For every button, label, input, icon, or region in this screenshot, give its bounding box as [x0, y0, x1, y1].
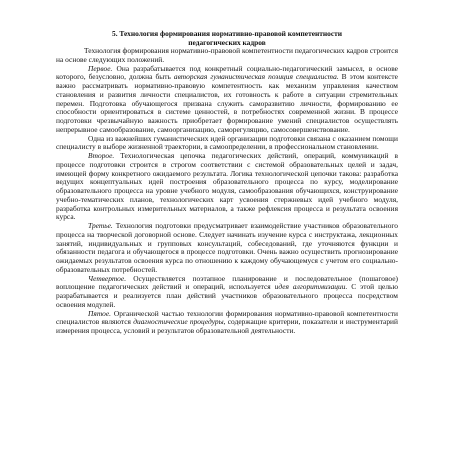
paragraph-humanistic-idea: Одна из важнейших гуманистических идей организации подготовки связана с оказанием помощи специалисту в выборе жизненной траектории, в самоопределении, в профессиональном становлении.	[56, 133, 398, 152]
document-title	[56, 30, 398, 47]
paragraph-text: содержащие критерии, показатели и инструментарий измерения процесса, условий и результатов образовательной деятельности.	[56, 317, 398, 336]
paragraph-text: В этом контексте важно рассматривать нормативно-правовую компетентность как механизм управления качеством становления и развития личности специалистов, их готовность к работе в ситуации стремительных перемен. Подготовка обучающегося призвана служить саморазвитию личности, формированию ее способности ориентироваться в системе ценностей, в потребностях современной жизни. В процессе подготовки чрезвычайную важность приобретает формирование умений специалистов осуществлять непрерывное самообразование, самоорганизацию, саморегуляцию, самосовершенствование.	[56, 72, 398, 134]
paragraph-fourth	[56, 275, 398, 310]
paragraph-text: С этой целью разрабатывается и реализуется план действий участников образовательного процесса посредством освоения модулей.	[56, 282, 398, 309]
paragraph-text: Органической частью технологии формирования нормативно-правовой компетентности специалистов являются	[56, 308, 398, 327]
paragraph-second	[56, 152, 398, 222]
paragraph-lead: Пятое.	[88, 308, 112, 318]
paragraph-lead: Четвертое.	[88, 273, 127, 283]
title-line-2: педагогических кадров	[188, 37, 266, 47]
intro-paragraph: Технология формирования нормативно-правовой компетентности педагогических кадров строится на основе следующих положений.	[56, 46, 398, 64]
paragraph-text: Осуществляется поэтапное планирование и последовательное (пошаговое) воплощение педагогических действий и операций, используется	[56, 273, 398, 292]
emphasis-text: идея алгоритмизации.	[274, 282, 348, 292]
emphasis-text: авторская гуманистическая позиция специалиста.	[173, 72, 339, 82]
paragraph-text: Технологическая цепочка педагогических действий, операций, коммуникаций в процессе подготовки строится в строгом соответствии с системой образовательных целей и задач, имеющей форму конкретного ожидаемого результата. Логика технологической цепочки такова: разработка ведущих концептуальных идей построения образовательного процесса по курсу, моделирование образовательного процесса на уровне учебного модуля, самообразования обучающихся, конструирование учебно-тематических планов, технологических карт усвоения стержневых идей учебного модуля, разработка контрольных измерительных материалов, а также рефлексия процесса и результата освоения курса.	[56, 151, 398, 222]
paragraph-fifth	[56, 310, 398, 336]
emphasis-text: диагностические процедуры,	[133, 317, 226, 327]
title-line-1: 5. Технология формирования нормативно-правовой компетентности	[112, 29, 342, 38]
paragraph-text: Она разрабатывается под конкретный социально-педагогический замысел, в основе которого, безусловно, должна быть	[56, 63, 398, 82]
paragraph-lead: Второе.	[88, 151, 115, 161]
paragraph-first	[56, 65, 398, 135]
paragraph-lead: Третье.	[88, 221, 113, 231]
paragraph-text: Технология подготовки предусматривает взаимодействие участников образовательного процесса на творческой договорной основе. Следует начинать изучение курса с инструктажа, лекционных занятий, индивидуальных и групповых консультаций, собеседований, где уточняются функции и обязанности педагога и обучающегося в процессе подготовки. Очень важно осуществить прогнозирование ожидаемых результатов освоения курса по отношению к каждому обучающемуся с учетом его социально-образовательных потребностей.	[56, 221, 398, 274]
paragraph-third	[56, 222, 398, 275]
paragraph-lead: Первое.	[88, 63, 113, 73]
